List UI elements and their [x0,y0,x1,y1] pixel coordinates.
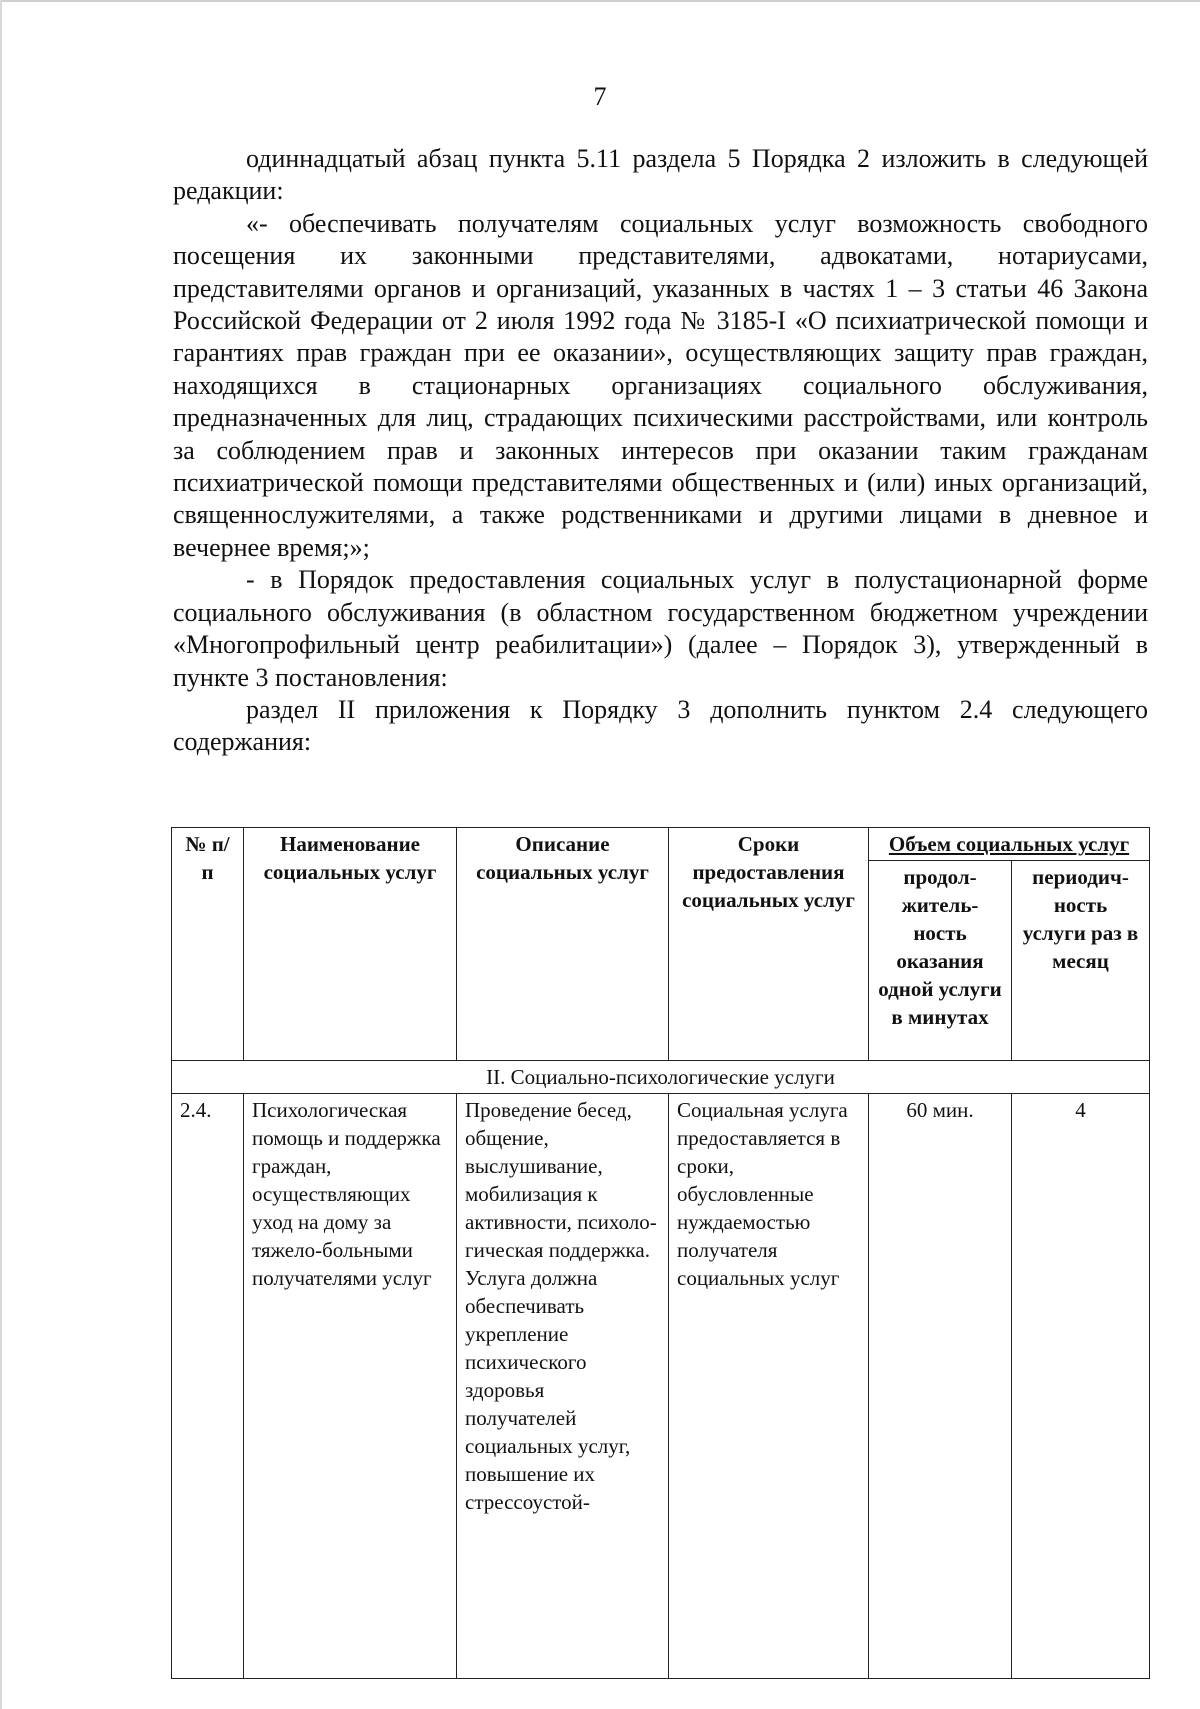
header-num: № п/п [172,828,244,1061]
scan-edge-top [0,0,1200,2]
section-title: II. Социально-психологические услуги [172,1061,1150,1094]
cell-num: 2.4. [172,1094,244,1679]
table-row [172,1094,1150,1679]
cell-duration: 60 мин. [869,1094,1012,1679]
cell-terms: Социальная услуга предоставляется в сроки, обусловленные нуждаемостью получателя социальных услуг [669,1094,869,1679]
paragraph-add-item: раздел II приложения к Порядку 3 дополнить пунктом 2.4 следующего содержания: [173,694,1148,757]
header-name: Наименование социальных услуг [244,828,457,1061]
table-section-row [172,1061,1150,1094]
header-duration: продол-житель-ность оказания одной услуги в минутах [869,861,1012,1061]
page-number: 7 [593,82,607,111]
paragraph-quoted-provision: «- обеспечивать получателям социальных услуг возможность свободного посещения их законными представителями, адвокатами, нотариусами, представителями органов и организаций, указанных в частях 1 – 3 статьи 46 Закона Российской Федерации от 2 июля 1992 года № 3185-I «О психиатрической помощи и гарантиях прав граждан при ее оказании», осуществляющих защиту прав граждан, находящихся в стационарных организациях социального обслуживания, предназначенных для лиц, страдающих психическими расстройствами, или контроль за соблюдением прав и законных интересов при оказании таким гражданам психиатрической помощи представителями общественных и (или) иных организаций, священнослужителями, а также родственниками и другими лицами в дневное и вечернее время;»; [173,208,1148,562]
header-description: Описание социальных услуг [457,828,669,1061]
scan-edge-left [0,0,2,1709]
paragraph-amend-clause: одиннадцатый абзац пункта 5.11 раздела 5 Порядка 2 изложить в следующей редакции: [173,144,1148,206]
body-text [173,143,1148,759]
table-header-row [172,828,1150,861]
services-table [171,827,1150,1679]
header-volume-label: Объем социальных услуг [888,832,1130,856]
header-terms: Сроки предоставления социальных услуг [669,828,869,1061]
header-frequency: периодич-ность услуги раз в месяц [1012,861,1150,1061]
header-volume [869,828,1150,861]
cell-frequency: 4 [1012,1094,1150,1679]
cell-name: Психологическая помощь и поддержка граждан, осуществляющих уход на дому за тяжело-больными получателями услуг [244,1094,457,1679]
paragraph-order-3: - в Порядок предоставления социальных услуг в полустационарной форме социального обслуживания (в областном государственном бюджетном учреждении «Многопрофильный центр реабилитации») (далее – Порядок 3), утвержденный в пункте 3 постановления: [173,565,1148,692]
cell-description: Проведение бесед, общение, выслушивание, мобилизация к активности, психоло-гическая поддержка. Услуга должна обеспечивать укрепление психического здоровья получателей социальных услуг, повышение их стрессоустой- [457,1094,669,1679]
